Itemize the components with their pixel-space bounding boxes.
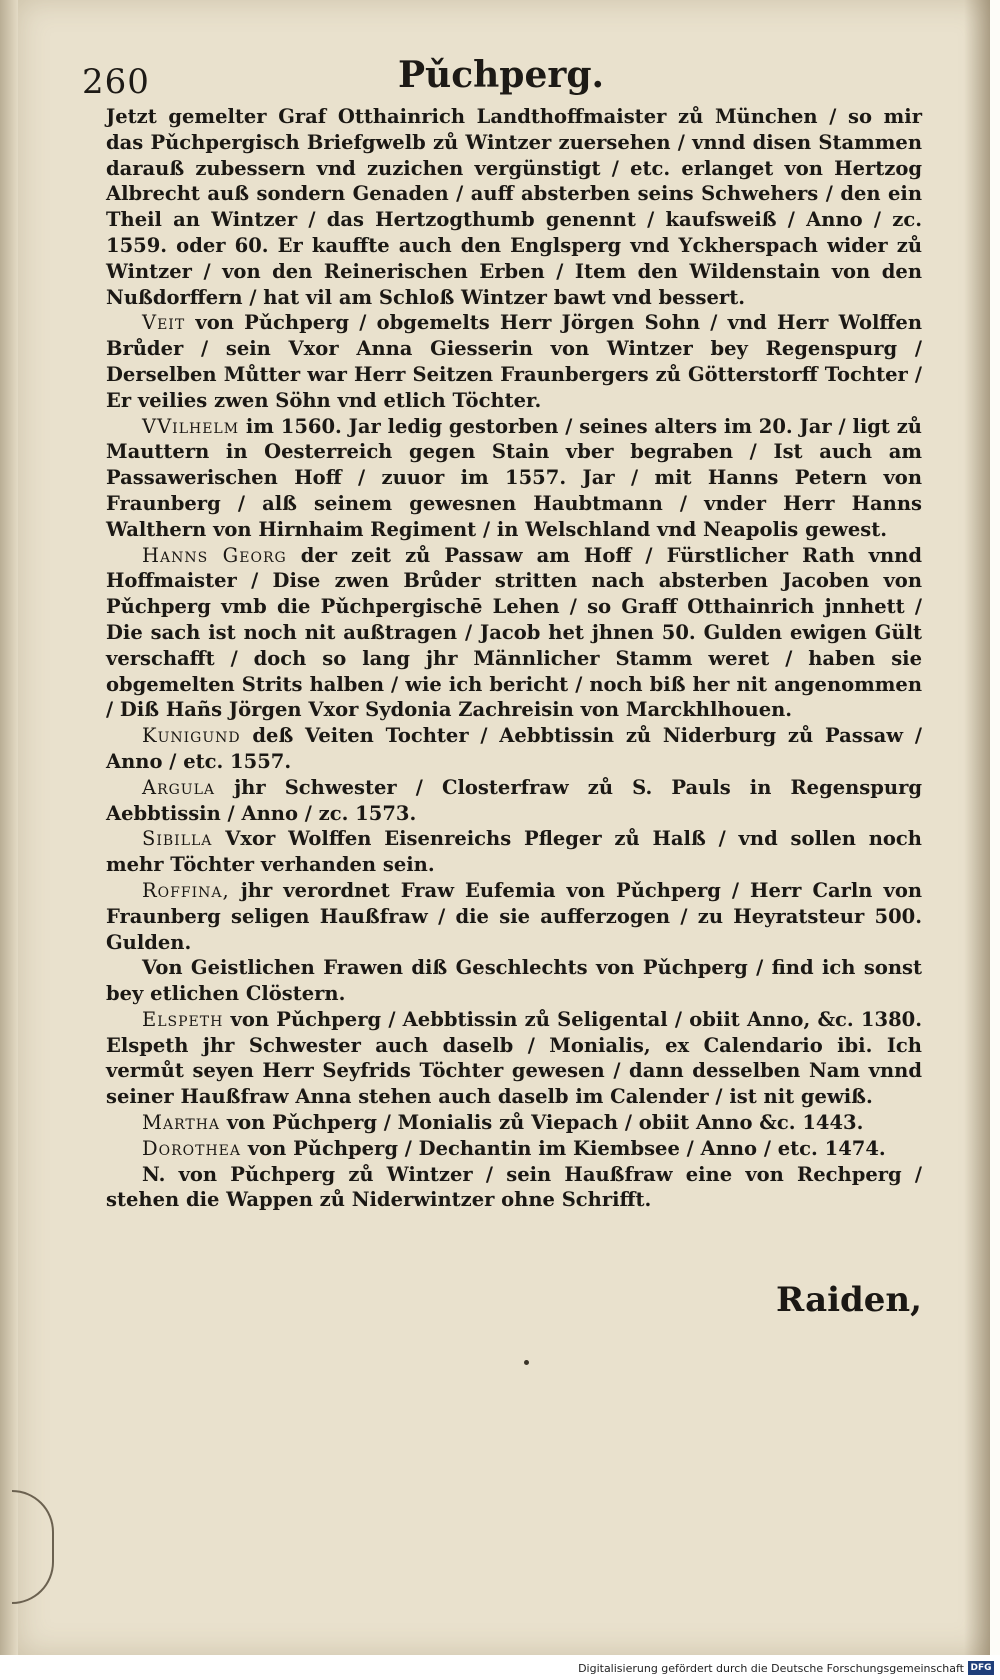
paragraph: [106, 1162, 922, 1214]
paragraph: [106, 543, 922, 724]
paragraph-text: jhr Schwester / Closterfraw zů S. Pauls in Regenspurg Aebbtissin / Anno / zc. 1573.: [106, 775, 922, 825]
paragraph-text: im 1560. Jar ledig gestorben / seines alters im 20. Jar / ligt zů Mauttern in Oesterreich gegen Stain vber begraben / Ist auch am Passawerischen Hoff / zuuor im 1557. Jar / mit Hanns Petern von Fraunberg / alß seinem gewesnen Haubtmann / vnder Herr Hanns Walthern von Hirnhaim Regiment / in Welschland vnd Neapolis gewest.: [106, 414, 922, 541]
paragraph-lead: Veit: [142, 311, 186, 335]
paragraph: [106, 826, 922, 878]
footer-bar: [0, 1655, 1000, 1680]
page-body: [106, 104, 922, 1213]
paragraph: [106, 1110, 922, 1136]
catchword: Raiden,: [776, 1280, 922, 1320]
paragraph-text: N. von Pǔchperg zů Wintzer / sein Haußfraw eine von Rechperg / stehen die Wappen zů Niderwintzer ohne Schrifft.: [106, 1162, 922, 1212]
page-number: 260: [82, 62, 150, 102]
paragraph-lead: VVilhelm: [142, 414, 240, 438]
paragraph: [106, 955, 922, 1007]
paragraph: [106, 310, 922, 413]
page-gutter-shadow: [964, 0, 990, 1655]
paragraph-text: der zeit zů Passaw am Hoff / Fürstlicher Rath vnnd Hoffmaister / Dise zwen Brůder stritten nach absterben Jacoben von Pǔchperg vmb die Pǔchpergischē Lehen / so Graff Otthainrich jnnhett / Die sach ist noch nit außtragen / Jacob het jhnen 50. Gulden ewigen Gült verschafft / doch so lang jhr Männlicher Stamm weret / haben sie obgemelten Strits halben / wie ich bericht / noch biß her nit angenommen / Diß Hañs Jörgen Vxor Sydonia Zachreisin von Marckhlhouen.: [106, 543, 922, 722]
paragraph-text: von Pǔchperg / Dechantin im Kiembsee / Anno / etc. 1474.: [247, 1136, 886, 1160]
page-edge-arc: [12, 1490, 54, 1604]
paragraph-text: von Pǔchperg / Monialis zů Viepach / obiit Anno &c. 1443.: [226, 1111, 864, 1135]
paragraph-text: deß Veiten Tochter / Aebbtissin zů Niderburg zů Passaw / Anno / etc. 1557.: [106, 724, 922, 773]
digitization-credit: Digitalisierung gefördert durch die Deutsche Forschungsgemeinschaft: [578, 1662, 964, 1675]
paragraph-lead: Roffina,: [142, 878, 230, 902]
running-title: Pǔchperg.: [397, 54, 605, 96]
paragraph: [106, 1136, 922, 1162]
paragraph-text: Jetzt gemelter Graf Otthainrich Landthoffmaister zů München / so mir das Pǔchpergisch Briefgwelb zů Wintzer zuersehen / vnnd disen Stammen darauß zubessern vnd zuzichen vergünstigt / etc. erlanget von Hertzog Albrecht auß sondern Genaden / auff absterben seins Schwehers / den ein Theil an Wintzer / das Hertzogthumb genennt / kaufsweiß / Anno / zc. 1559. oder 60. Er kauffte auch den Englsperg vnd Yckherspach wider zů Wintzer / von den Reinerischen Erben / Item den Wildenstain von den Nußdorffern / hat vil am Schloß Wintzer bawt vnd bessert.: [106, 105, 922, 309]
paragraph: [106, 414, 922, 543]
paragraph-text: von Pǔchperg / obgemelts Herr Jörgen Sohn / vnd Herr Wolffen Brůder / sein Vxor Anna Giesserin von Wintzer bey Regenspurg / Derselben Můtter war Herr Seitzen Fraunbergers zů Götterstorff Tochter / Er veilies zwen Söhn vnd etlich Töchter.: [106, 311, 922, 412]
paragraph-lead: Dorothea: [142, 1136, 242, 1160]
paragraph-text: von Pǔchperg / Aebbtissin zů Seligental / obiit Anno, &c. 1380. Elspeth jhr Schwester auch daselb / Monialis, ex Calendario ibi. Ich vermůt seyen Herr Seyfrids Töchter gewesen / dann desselben Nam vnnd seiner Haußfraw Anna stehen auch daselb im Calender / ist nit gewiß.: [106, 1007, 922, 1109]
paragraph-lead: Elspeth: [142, 1007, 224, 1031]
paragraph: [106, 723, 922, 775]
paragraph-lead: Hanns Georg: [142, 543, 287, 567]
paragraph-text: jhr verordnet Fraw Eufemia von Pǔchperg / Herr Carln von Fraunberg seligen Haußfraw / die sie aufferzogen / zu Heyratsteur 500. Gulden.: [106, 878, 923, 954]
paragraph: [106, 104, 922, 310]
paragraph: [106, 775, 922, 827]
paragraph: [106, 1007, 922, 1110]
paragraph-text: Von Geistlichen Frawen diß Geschlechts von Pǔchperg / find ich sonst bey etlichen Clöstern.: [106, 956, 922, 1006]
paragraph-text: Vxor Wolffen Eisenreichs Pfleger zů Halß / vnd sollen noch mehr Töchter verhanden sein.: [106, 827, 922, 877]
ink-dot: [524, 1360, 529, 1365]
paragraph-lead: Martha: [142, 1111, 221, 1135]
paragraph-lead: Argula: [142, 775, 216, 799]
paragraph-lead: Sibilla: [142, 827, 213, 851]
paragraph: [106, 878, 922, 955]
paragraph-lead: Kunigund: [142, 724, 241, 748]
dfg-logo: DFG: [968, 1661, 994, 1675]
page-header: [82, 52, 920, 102]
